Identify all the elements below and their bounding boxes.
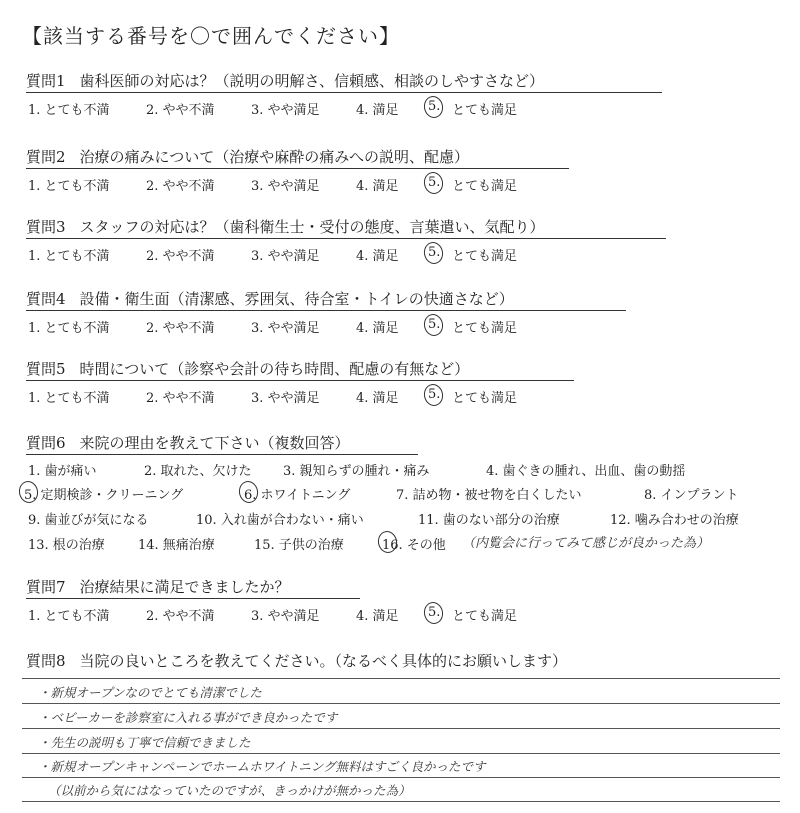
reason-2[interactable]: 2. 取れた、欠けた bbox=[144, 464, 252, 479]
reason-7[interactable]: 7. 詰め物・被せ物を白くしたい bbox=[396, 488, 582, 503]
reason-15[interactable]: 15. 子供の治療 bbox=[254, 538, 344, 553]
option-5[interactable]: 5. bbox=[428, 317, 440, 332]
reason-10[interactable]: 10. 入れ歯が合わない・痛い bbox=[196, 513, 364, 528]
option-5-label: とても満足 bbox=[452, 609, 518, 624]
selection-circle bbox=[422, 170, 445, 195]
question-number: 質問4 bbox=[26, 290, 66, 308]
answer-text-5: （以前から気にはなっていたのですが、きっかけが無かった為） bbox=[48, 783, 411, 798]
underline bbox=[26, 168, 569, 169]
answer-text-3: ・先生の説明も丁寧で信頼できました bbox=[38, 735, 251, 750]
option-3[interactable]: 3. やや満足 bbox=[251, 179, 320, 194]
underline bbox=[26, 310, 626, 311]
option-1[interactable]: 1. とても不満 bbox=[28, 609, 110, 624]
option-1[interactable]: 1. とても不満 bbox=[28, 321, 110, 336]
underline bbox=[26, 380, 574, 381]
underline bbox=[26, 598, 360, 599]
question-title: スタッフの対応は？（歯科衛生士・受付の態度、言葉遣い、気配り） bbox=[79, 218, 545, 236]
option-5-label: とても満足 bbox=[452, 103, 518, 118]
answer-line bbox=[22, 728, 780, 729]
page-heading: 【該当する番号を〇で囲んでください】 bbox=[22, 24, 400, 48]
reason-12[interactable]: 12. 噛み合わせの治療 bbox=[610, 513, 739, 528]
option-1[interactable]: 1. とても不満 bbox=[28, 249, 110, 264]
option-2[interactable]: 2. やや不満 bbox=[146, 249, 215, 264]
option-4[interactable]: 4. 満足 bbox=[356, 321, 399, 336]
question-title: 歯科医師の対応は？（説明の明解さ、信頼感、相談のしやすさなど） bbox=[79, 72, 544, 90]
underline bbox=[26, 92, 662, 93]
question-number: 質問1 bbox=[26, 72, 66, 90]
option-3[interactable]: 3. やや満足 bbox=[251, 609, 320, 624]
underline bbox=[26, 238, 666, 239]
selection-circle bbox=[422, 382, 445, 407]
question-title: 治療の痛みについて（治療や麻酔の痛みへの説明、配慮） bbox=[79, 148, 469, 166]
answer-line bbox=[22, 801, 780, 802]
option-5[interactable]: 5. bbox=[428, 387, 440, 402]
option-3[interactable]: 3. やや満足 bbox=[251, 103, 320, 118]
answer-text-2: ・ベビーカーを診察室に入れる事ができ良かったです bbox=[38, 710, 338, 725]
question-title: 設備・衛生面（清潔感、雰囲気、待合室・トイレの快適さなど） bbox=[79, 290, 514, 308]
reason-4[interactable]: 4. 歯ぐきの腫れ、出血、歯の動揺 bbox=[486, 464, 686, 479]
option-5[interactable]: 5. bbox=[428, 245, 440, 260]
reason-13[interactable]: 13. 根の治療 bbox=[28, 538, 105, 553]
reason-8[interactable]: 8. インプラント bbox=[644, 488, 739, 503]
option-3[interactable]: 3. やや満足 bbox=[251, 391, 320, 406]
option-2[interactable]: 2. やや不満 bbox=[146, 103, 215, 118]
option-5-label: とても満足 bbox=[452, 179, 518, 194]
option-2[interactable]: 2. やや不満 bbox=[146, 391, 215, 406]
reason-3[interactable]: 3. 親知らずの腫れ・痛み bbox=[283, 464, 430, 479]
option-2[interactable]: 2. やや不満 bbox=[146, 179, 215, 194]
option-3[interactable]: 3. やや満足 bbox=[251, 321, 320, 336]
option-4[interactable]: 4. 満足 bbox=[356, 391, 399, 406]
option-5[interactable]: 5. bbox=[428, 175, 440, 190]
option-4[interactable]: 4. 満足 bbox=[356, 103, 399, 118]
selection-circle bbox=[422, 312, 445, 337]
reason-1[interactable]: 1. 歯が痛い bbox=[28, 464, 97, 479]
option-2[interactable]: 2. やや不満 bbox=[146, 321, 215, 336]
selection-circle bbox=[422, 240, 445, 265]
question-title: 来院の理由を教えて下さい（複数回答） bbox=[79, 434, 350, 452]
question-title: 治療結果に満足できましたか？ bbox=[79, 578, 290, 596]
answer-line bbox=[22, 753, 780, 754]
question-number: 質問2 bbox=[26, 148, 66, 166]
selection-circle bbox=[422, 600, 445, 625]
option-1[interactable]: 1. とても不満 bbox=[28, 103, 110, 118]
option-4[interactable]: 4. 満足 bbox=[356, 179, 399, 194]
reason-11[interactable]: 11. 歯のない部分の治療 bbox=[418, 513, 560, 528]
option-5[interactable]: 5. bbox=[428, 99, 440, 114]
option-1[interactable]: 1. とても不満 bbox=[28, 179, 110, 194]
question-title: 当院の良いところを教えてください。（なるべく具体的にお願いします） bbox=[79, 652, 568, 670]
question-title: 時間について（診察や会計の待ち時間、配慮の有無など） bbox=[79, 360, 470, 378]
option-4[interactable]: 4. 満足 bbox=[356, 609, 399, 624]
option-1[interactable]: 1. とても不満 bbox=[28, 391, 110, 406]
answer-line bbox=[22, 777, 780, 778]
option-4[interactable]: 4. 満足 bbox=[356, 249, 399, 264]
other-note: （内覧会に行ってみて感じが良かった為） bbox=[462, 536, 710, 551]
reason-14[interactable]: 14. 無痛治療 bbox=[138, 538, 215, 553]
reason-9[interactable]: 9. 歯並びが気になる bbox=[28, 513, 149, 528]
option-5-label: とても満足 bbox=[452, 321, 518, 336]
option-5[interactable]: 5. bbox=[428, 605, 440, 620]
reason-5[interactable]: 5. 定期検診・クリーニング bbox=[24, 484, 183, 503]
question-number: 質問5 bbox=[26, 360, 66, 378]
reason-16[interactable]: 16. その他 bbox=[382, 534, 446, 553]
selection-circle bbox=[422, 94, 445, 119]
answer-text-4: ・新規オープンキャンペーンでホームホワイトニング無料はすごく良かったです bbox=[38, 759, 486, 774]
question-number: 質問7 bbox=[26, 578, 66, 596]
option-5-label: とても満足 bbox=[452, 249, 518, 264]
reason-6[interactable]: 6. ホワイトニング bbox=[244, 484, 350, 503]
question-number: 質問3 bbox=[26, 218, 66, 236]
answer-line bbox=[22, 678, 780, 679]
question-number: 質問6 bbox=[26, 434, 66, 452]
answer-line bbox=[22, 703, 780, 704]
question-number: 質問8 bbox=[26, 652, 66, 670]
option-5-label: とても満足 bbox=[452, 391, 518, 406]
answer-text-1: ・新規オープンなのでとても清潔でした bbox=[38, 685, 262, 700]
underline bbox=[26, 454, 418, 455]
option-3[interactable]: 3. やや満足 bbox=[251, 249, 320, 264]
option-2[interactable]: 2. やや不満 bbox=[146, 609, 215, 624]
